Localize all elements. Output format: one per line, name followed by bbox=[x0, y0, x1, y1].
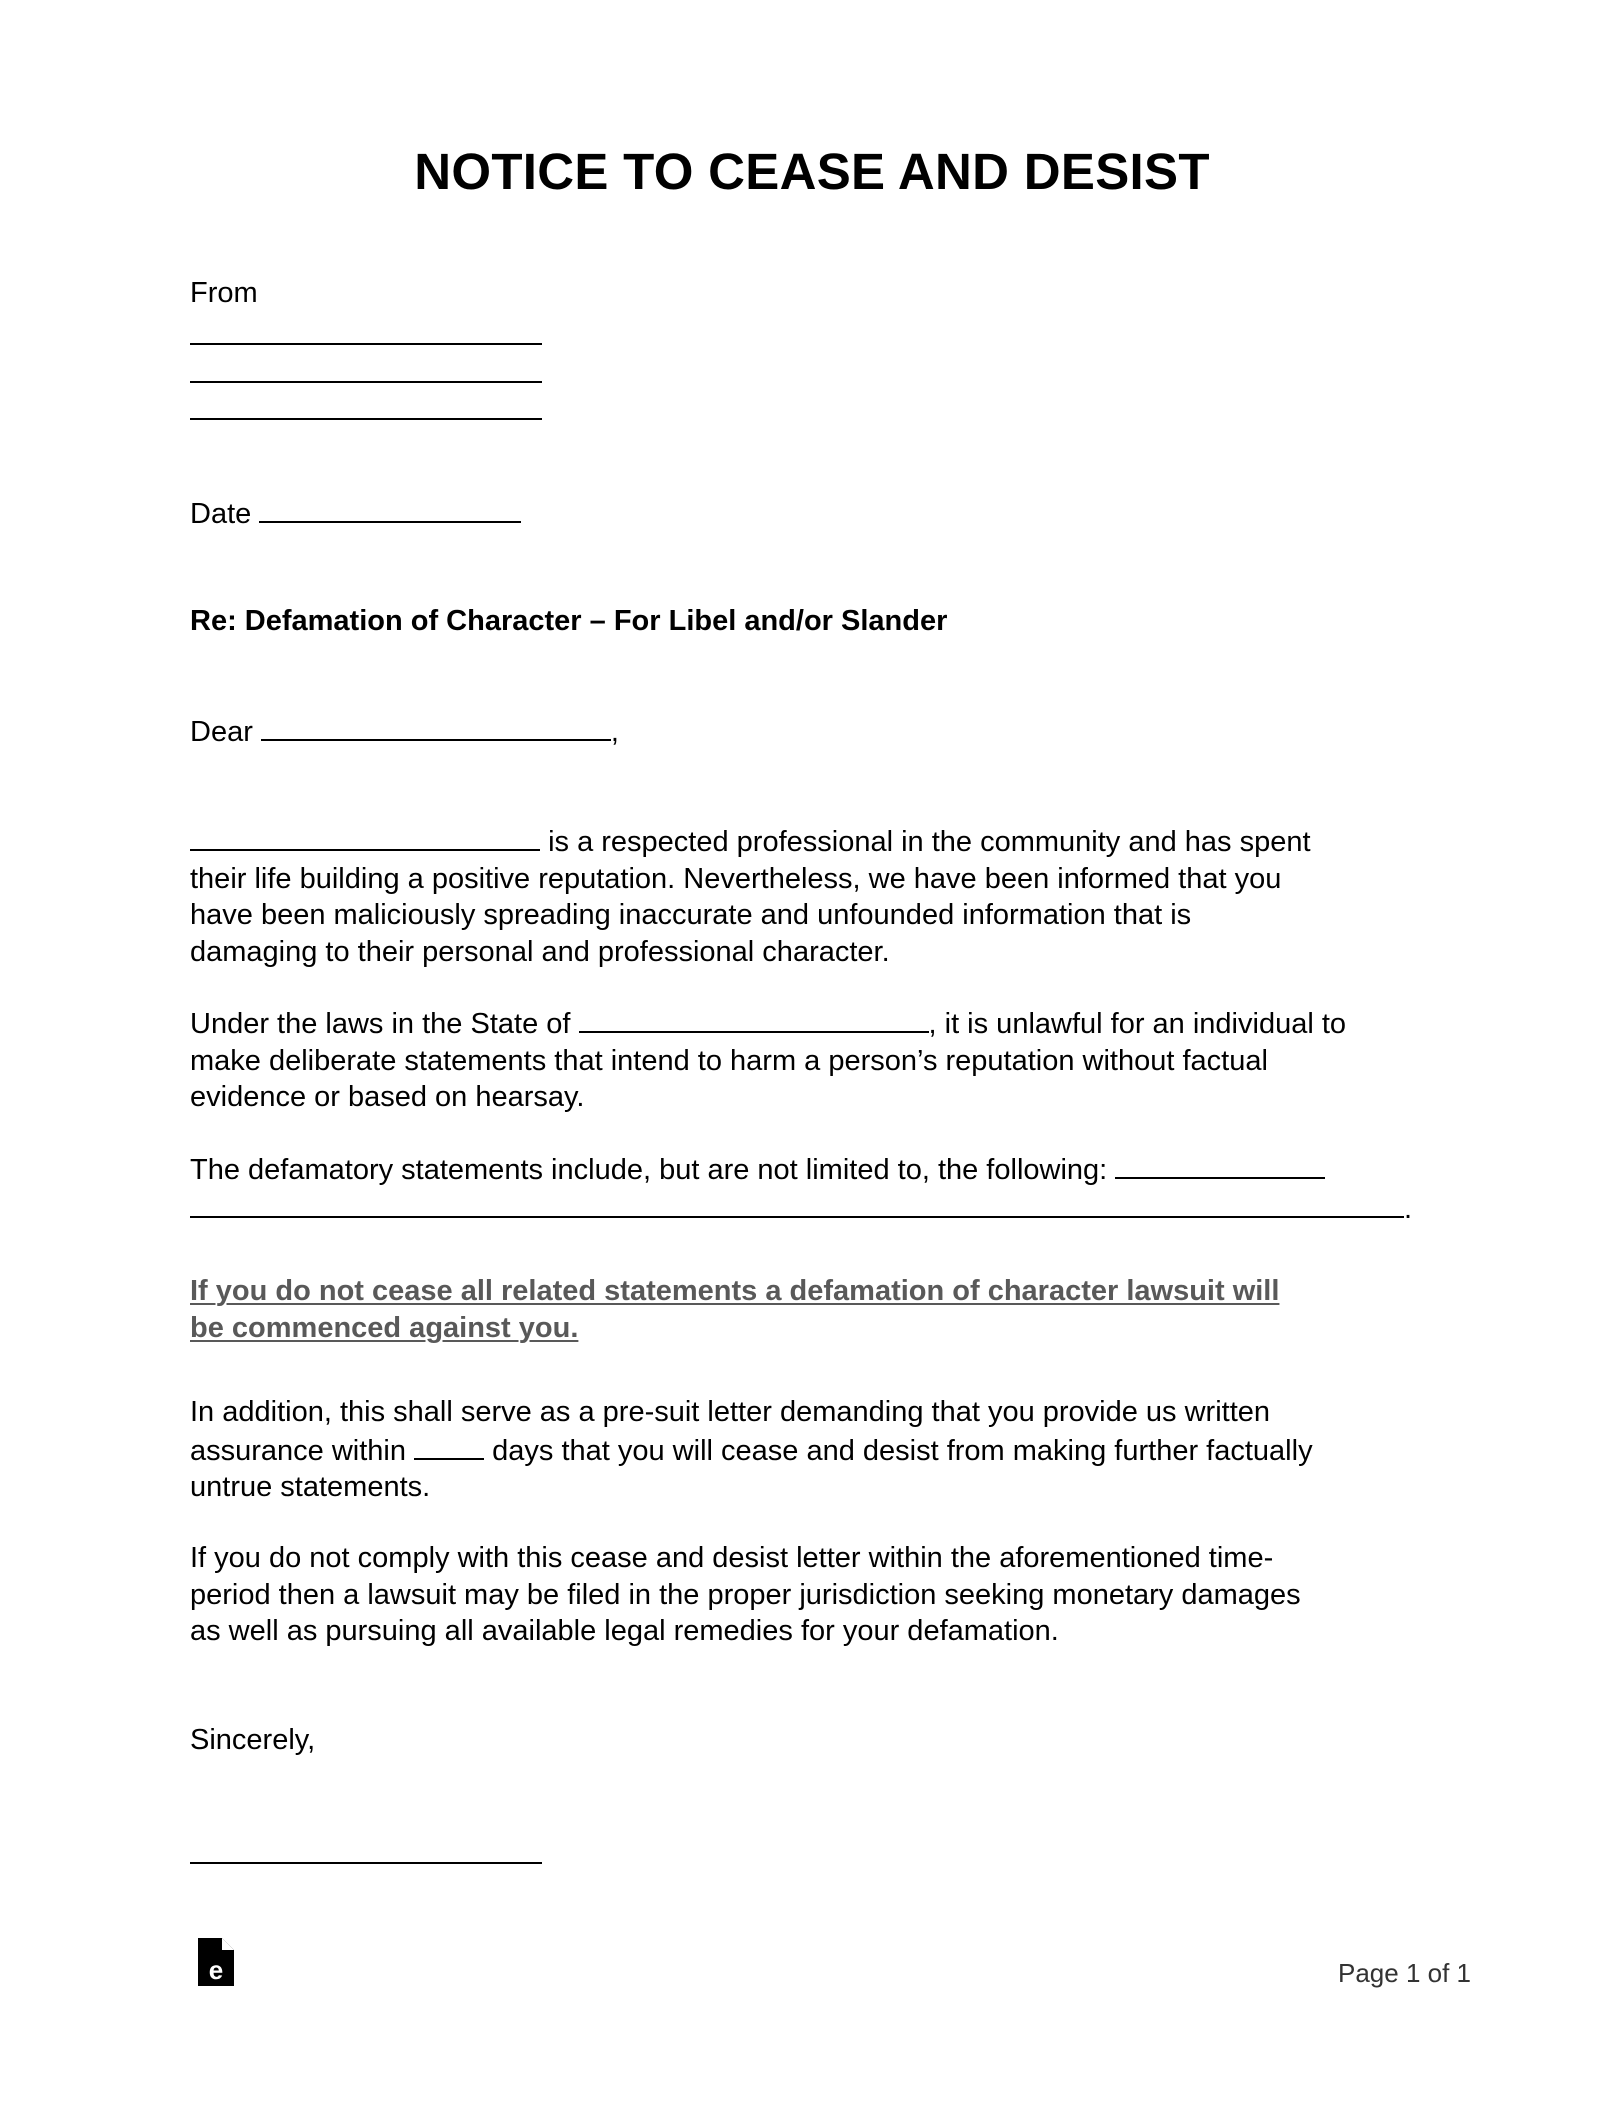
paragraph-2-line: make deliberate statements that intend to harm a person’s reputation without factual bbox=[190, 1044, 1268, 1077]
from-line-1[interactable] bbox=[190, 343, 542, 345]
salutation-label: Dear bbox=[190, 716, 253, 748]
paragraph-3-text: The defamatory statements include, but are not limited to, the following: bbox=[190, 1154, 1108, 1186]
signature-line[interactable] bbox=[190, 1862, 542, 1864]
paragraph-2 bbox=[190, 1004, 1346, 1116]
paragraph-1-line: damaging to their personal and professional character. bbox=[190, 935, 890, 968]
salutation-row bbox=[190, 712, 619, 751]
subject-line: Re: Defamation of Character – For Libel and/or Slander bbox=[190, 605, 948, 637]
lawsuit-warning bbox=[190, 1273, 1279, 1346]
page-number: Page 1 of 1 bbox=[1338, 1958, 1471, 1988]
paragraph-4-pre: assurance within bbox=[190, 1434, 406, 1467]
date-row bbox=[190, 494, 521, 533]
paragraph-4-line: In addition, this shall serve as a pre-suit letter demanding that you provide us written bbox=[190, 1396, 1271, 1428]
paragraph-4-post: days that you will cease and desist from making further factually bbox=[492, 1434, 1313, 1467]
recipient-name-blank[interactable] bbox=[261, 712, 611, 741]
paragraph-5-line: as well as pursuing all available legal remedies for your defamation. bbox=[190, 1615, 1059, 1647]
paragraph-1-line: have been maliciously spreading inaccurate and unfounded information that is bbox=[190, 899, 1192, 931]
paragraph-3-second-line bbox=[190, 1189, 1412, 1228]
paragraph-1-line: their life building a positive reputation. Nevertheless, we have been informed that you bbox=[190, 862, 1282, 895]
salutation-comma: , bbox=[610, 716, 619, 748]
paragraph-2-pre: Under the laws in the State of bbox=[190, 1008, 571, 1040]
statements-blank-2[interactable] bbox=[190, 1189, 1404, 1218]
eforms-logo-icon bbox=[198, 1938, 234, 1986]
paragraph-4-second-line bbox=[190, 1431, 1313, 1470]
paragraph-5-line: If you do not comply with this cease and desist letter within the aforementioned time- bbox=[190, 1542, 1274, 1574]
from-label: From bbox=[190, 277, 258, 309]
state-blank[interactable] bbox=[579, 1004, 929, 1033]
date-blank[interactable] bbox=[259, 494, 521, 523]
svg-text:e: e bbox=[208, 1955, 224, 1985]
paragraph-3-first-line bbox=[190, 1150, 1412, 1189]
warning-line: be commenced against you. bbox=[190, 1311, 579, 1344]
from-line-2[interactable] bbox=[190, 381, 542, 383]
from-line-3[interactable] bbox=[190, 418, 542, 420]
paragraph-3-end: . bbox=[1404, 1192, 1413, 1225]
paragraph-2-post: , it is unlawful for an individual to bbox=[928, 1008, 1347, 1040]
paragraph-1-first-line bbox=[190, 822, 1311, 861]
statements-blank-1[interactable] bbox=[1115, 1150, 1325, 1179]
paragraph-4-line: untrue statements. bbox=[190, 1471, 431, 1503]
closing: Sincerely, bbox=[190, 1724, 316, 1756]
paragraph-1 bbox=[190, 822, 1311, 970]
paragraph-5 bbox=[190, 1540, 1301, 1650]
document-title: NOTICE TO CEASE AND DESIST bbox=[414, 143, 1210, 200]
paragraph-5-line: period then a lawsuit may be filed in the proper jurisdiction seeking monetary damages bbox=[190, 1578, 1301, 1611]
paragraph-2-line: evidence or based on hearsay. bbox=[190, 1081, 585, 1113]
paragraph-3 bbox=[190, 1150, 1412, 1227]
paragraph-2-first-line bbox=[190, 1004, 1346, 1043]
paragraph-4 bbox=[190, 1394, 1313, 1506]
date-label: Date bbox=[190, 498, 252, 530]
days-blank[interactable] bbox=[414, 1431, 484, 1460]
warning-line: If you do not cease all related statements a defamation of character lawsuit will bbox=[190, 1275, 1280, 1307]
paragraph-1-first-text: is a respected professional in the community and has spent bbox=[548, 826, 1311, 858]
party-name-blank[interactable] bbox=[190, 822, 540, 851]
